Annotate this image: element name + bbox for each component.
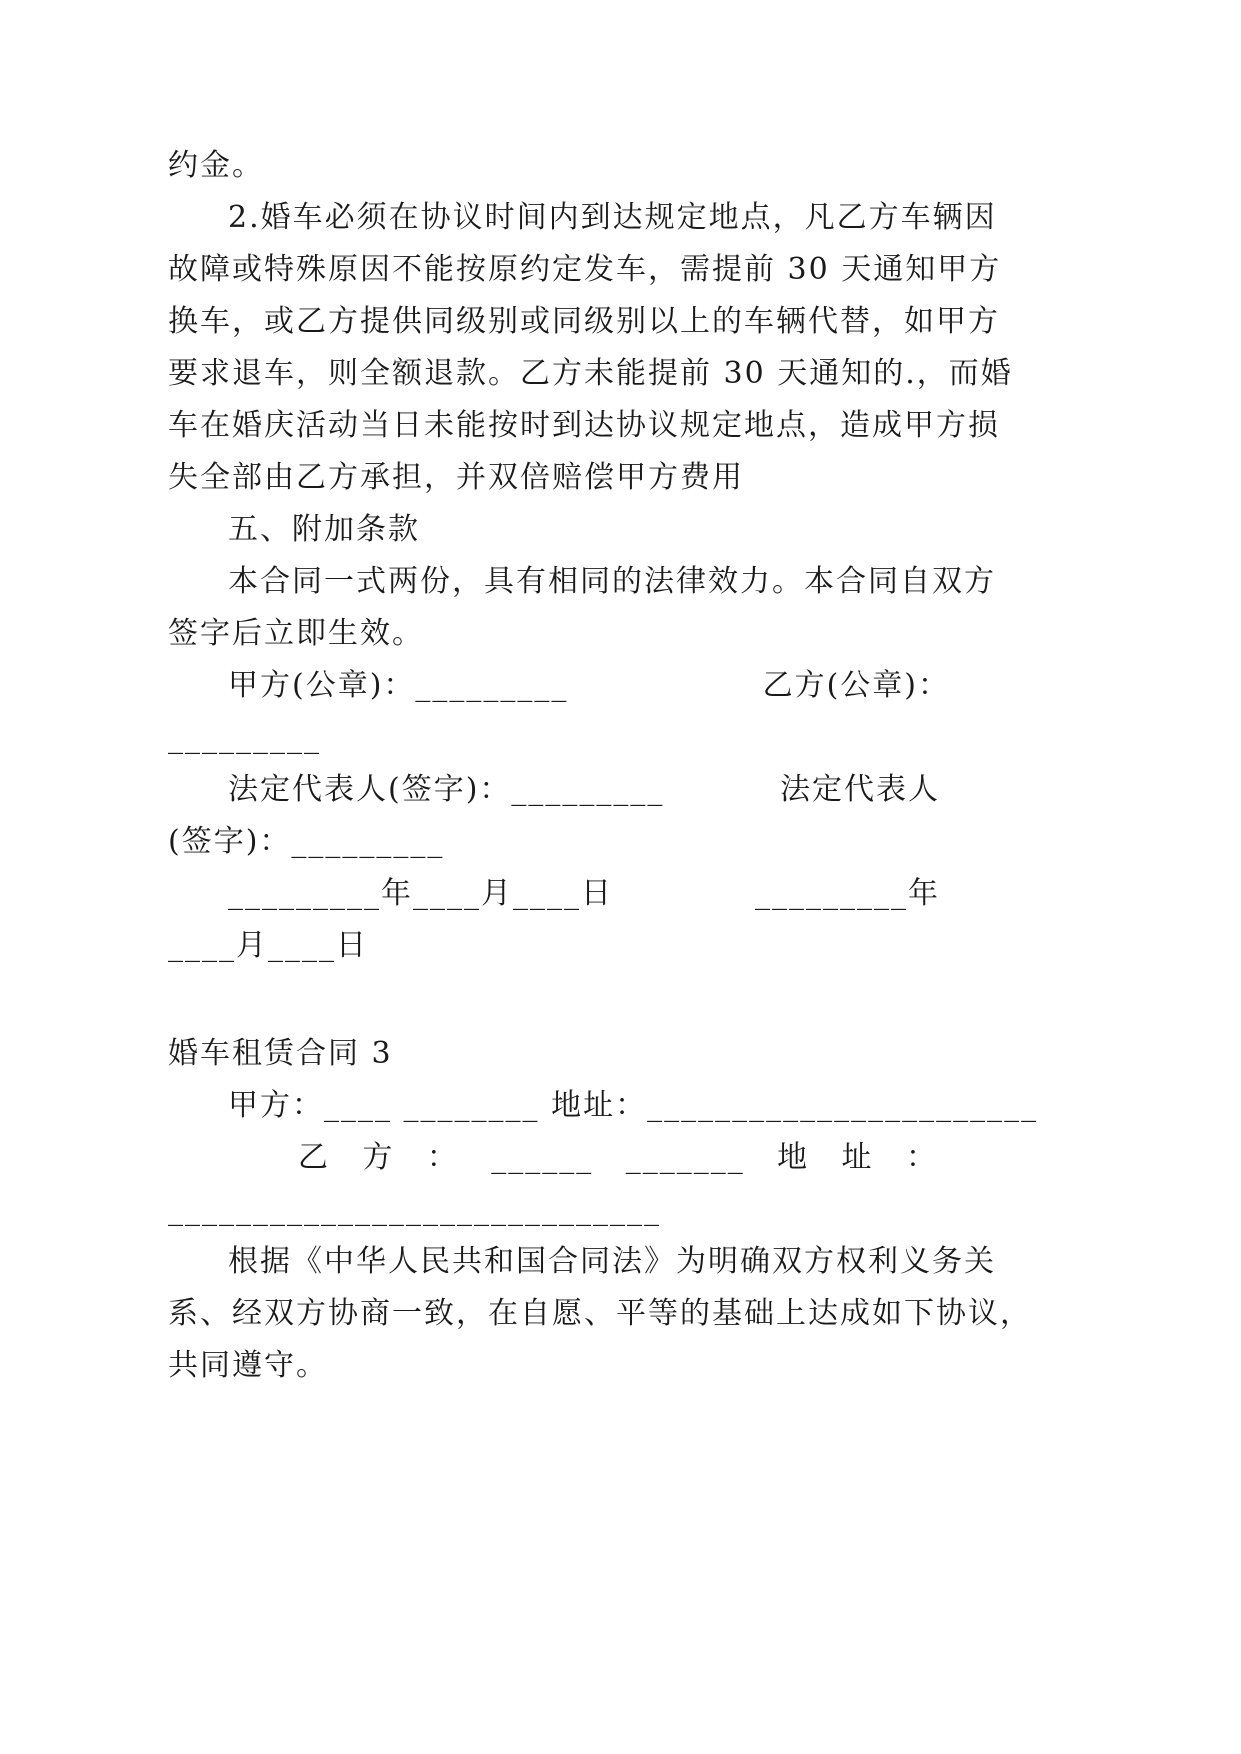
address-char: 址 [841, 1140, 874, 1175]
party-b-address-line [298, 1138, 938, 1178]
address-char: 地 [777, 1140, 810, 1175]
party-b-address-blank: _____________________________ [168, 1192, 661, 1227]
party-b-representative-sign: (签字)：_________ [168, 824, 445, 859]
intro-line: 根据《中华人民共和国合同法》为明确双方权利义务关 [228, 1244, 996, 1279]
party-b-char: 乙 [298, 1140, 330, 1175]
party-b-seal-blank: _________ [168, 720, 321, 755]
party-a-address-line: 甲方：____ ________ 地址：_______________________ [228, 1088, 1039, 1123]
intro-line: 系、经双方协商一致，在自愿、平等的基础上达成如下协议， [168, 1296, 1032, 1331]
party-b-representative: 法定代表人 [780, 772, 940, 807]
party-a-date: _________年____月____日 [228, 876, 613, 911]
body-line: 要求退车，则全额退款。乙方未能提前 30 天通知的.，而婚 [168, 356, 1013, 391]
intro-line: 共同遵守。 [168, 1348, 328, 1383]
address-colon: ： [905, 1140, 938, 1175]
body-line: 车在婚庆活动当日未能按时到达协议规定地点，造成甲方损 [168, 408, 1000, 443]
body-line: 故障或特殊原因不能按原约定发车，需提前 30 天通知甲方 [168, 252, 1002, 287]
section-heading: 五、附加条款 [228, 512, 420, 547]
body-line: 失全部由乙方承担，并双倍赔偿甲方费用 [168, 460, 744, 495]
party-b-char: 方 [362, 1140, 395, 1175]
party-b-blank: ______ [491, 1140, 594, 1175]
body-line: 签字后立即生效。 [168, 616, 424, 651]
body-line: 本合同一式两份，具有相同的法律效力。本合同自双方 [228, 564, 996, 599]
party-a-representative: 法定代表人(签字)：_________ [228, 772, 665, 807]
body-line: 约金。 [168, 148, 264, 183]
clause-2: 2.婚车必须在协议时间内到达规定地点，凡乙方车辆因 [228, 200, 997, 235]
party-b-seal: 乙方(公章)： [762, 668, 950, 703]
body-line: 换车，或乙方提供同级别或同级别以上的车辆代替，如甲方 [168, 304, 1000, 339]
party-b-date: _________年 [755, 876, 940, 911]
party-a-seal: 甲方(公章)：_________ [228, 668, 569, 703]
party-b-date-cont: ____月____日 [168, 928, 368, 963]
contract-title: 婚车租赁合同 3 [168, 1036, 393, 1071]
party-b-colon: ： [426, 1140, 459, 1175]
party-b-blank: _______ [625, 1140, 745, 1175]
